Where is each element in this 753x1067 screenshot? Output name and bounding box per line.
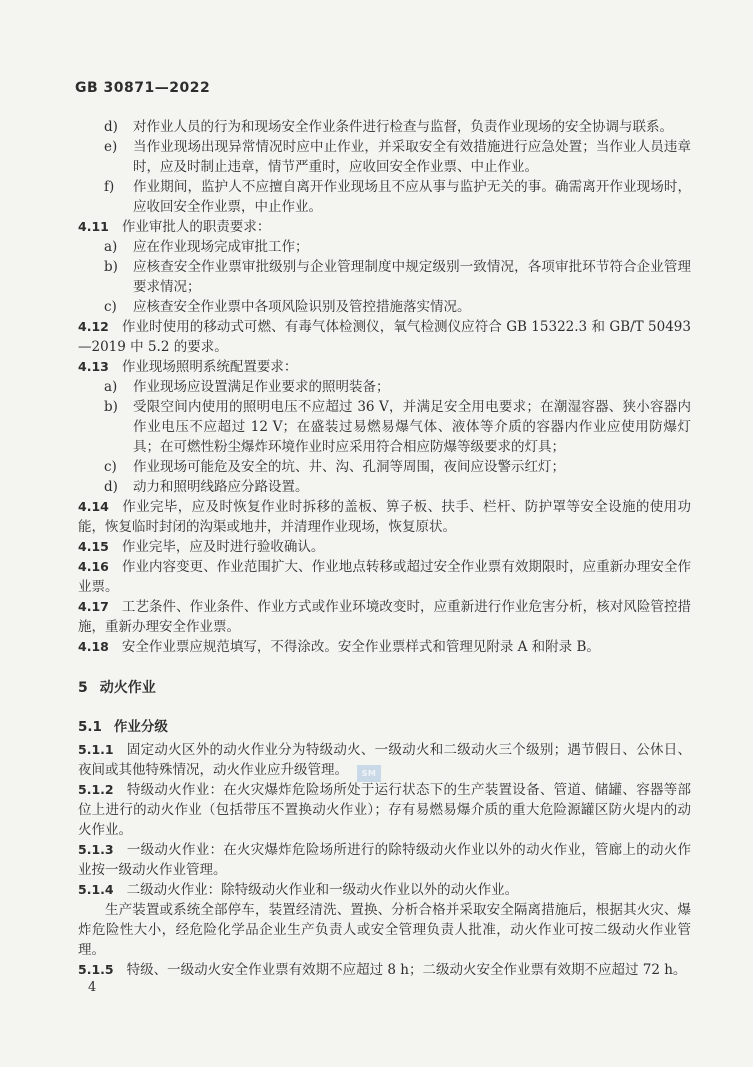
clause	[78, 840, 691, 880]
list-item	[78, 137, 691, 177]
list-item	[78, 477, 691, 497]
item-text: 当作业现场出现异常情况时应中止作业，并采取安全有效措施进行应急处置；当作业人员违章时，应及时制止违章，情节严重时，应收回安全作业票、中止作业。	[133, 139, 691, 175]
item-text: 应核查安全作业票中各项风险识别及管控措施落实情况。	[133, 299, 471, 315]
list-item	[78, 457, 691, 477]
clause	[78, 357, 691, 377]
list-item	[78, 177, 691, 217]
item-marker: 4.17	[78, 599, 109, 614]
item-text: 固定动火区外的动火作业分为特级动火、一级动火和二级动火三个级别；遇节假日、公休日、夜间或其他特殊情况，动火作业应升级管理。	[78, 742, 691, 778]
list-item	[78, 377, 691, 397]
item-marker: 4.15	[78, 539, 109, 554]
paragraph	[78, 900, 691, 960]
list-item	[78, 257, 691, 297]
list-item	[78, 117, 691, 137]
item-marker: d)	[104, 119, 118, 135]
clause	[78, 960, 691, 980]
item-text: 对作业人员的行为和现场安全作业条件进行检查与监督，负责作业现场的安全协调与联系。	[133, 119, 673, 135]
item-marker: f)	[104, 179, 115, 195]
item-text: 作业完毕，应及时进行验收确认。	[121, 539, 325, 555]
item-marker: 5.1.3	[78, 842, 114, 857]
clause	[78, 497, 691, 537]
clause	[78, 597, 691, 637]
item-text: 动力和照明线路应分路设置。	[133, 479, 309, 495]
item-text: 工艺条件、作业条件、作业方式或作业环境改变时，应重新进行作业危害分析，核对风险管控措施，重新办理安全作业票。	[78, 599, 691, 635]
item-text: 作业现场应设置满足作业要求的照明装备；	[133, 379, 390, 395]
section-heading	[78, 678, 691, 698]
item-marker: a)	[104, 379, 118, 395]
item-text: 作业时使用的移动式可燃、有毒气体检测仪，氧气检测仪应符合 GB 15322.3 和 GB/T 50493—2019 中 5.2 的要求。	[78, 319, 691, 355]
page-number: 4	[88, 980, 97, 995]
item-text: 受限空间内使用的照明电压不应超过 36 V，并满足安全用电要求；在潮湿容器、狭小容器内作业电压不应超过 12 V；在盛装过易燃易爆气体、液体等介质的容器内作业应使用防爆灯具；在可燃性粉尘爆炸环境作业时应采用符合相应防爆等级要求的灯具；	[133, 399, 691, 455]
item-marker: d)	[104, 479, 118, 495]
item-text: 特级动火作业：在火灾爆炸危险场所处于运行状态下的生产装置设备、管道、储罐、容器等部位上进行的动火作业（包括带压不置换动火作业）；存有易燃易爆介质的重大危险源罐区防火堤内的动火作业。	[78, 782, 691, 838]
item-marker: a)	[104, 239, 118, 255]
list-item	[78, 297, 691, 317]
item-text: 作业内容变更、作业范围扩大、作业地点转移或超过安全作业票有效期限时，应重新办理安全作业票。	[78, 559, 691, 595]
item-text: 作业分级	[113, 719, 168, 735]
clause	[78, 317, 691, 357]
item-text: 安全作业票应规范填写，不得涂改。安全作业票样式和管理见附录 A 和附录 B。	[121, 639, 600, 655]
item-marker: e)	[104, 139, 118, 155]
item-marker: 5.1.1	[78, 742, 114, 757]
item-marker: 5	[78, 680, 88, 696]
item-marker: b)	[104, 259, 118, 275]
clause	[78, 740, 691, 780]
clause	[78, 637, 691, 657]
item-marker: 5.1.4	[78, 882, 114, 897]
item-marker: 4.12	[78, 319, 109, 334]
item-marker: 4.14	[78, 499, 109, 514]
item-text: 生产装置或系统全部停车，装置经清洗、置换、分析合格并采取安全隔离措施后，根据其火灾、爆炸危险性大小，经危险化学品企业生产负责人或安全管理负责人批准，动火作业可按二级动火作业管理。	[78, 902, 691, 958]
item-text: 应核查安全作业票审批级别与企业管理制度中规定级别一致情况，各项审批环节符合企业管理要求情况；	[133, 259, 691, 295]
item-marker: 4.11	[78, 219, 109, 234]
document-body	[78, 117, 691, 980]
item-text: 特级、一级动火安全作业票有效期不应超过 8 h；二级动火安全作业票有效期不应超过 72 h。	[126, 962, 687, 978]
clause	[78, 780, 691, 840]
stamp-watermark: SM	[357, 765, 381, 782]
document-header: GB 30871—2022	[75, 80, 211, 96]
item-marker: 5.1.2	[78, 782, 114, 797]
item-text: 作业审批人的职责要求：	[121, 219, 271, 235]
item-text: 作业现场可能危及安全的坑、井、沟、孔洞等周围，夜间应设警示红灯；	[133, 459, 565, 475]
item-text: 一级动火作业：在火灾爆炸危险场所进行的除特级动火作业以外的动火作业，管廊上的动火作业按一级动火作业管理。	[78, 842, 691, 878]
item-marker: c)	[104, 459, 117, 475]
list-item	[78, 397, 691, 457]
item-marker: 5.1.5	[78, 962, 114, 977]
item-text: 作业完毕，应及时恢复作业时拆移的盖板、箅子板、扶手、栏杆、防护罩等安全设施的使用功能，恢复临时封闭的沟渠或地井，并清理作业现场，恢复原状。	[78, 499, 691, 535]
item-marker: 4.13	[78, 359, 109, 374]
item-text: 作业现场照明系统配置要求：	[121, 359, 298, 375]
item-text: 应在作业现场完成审批工作；	[133, 239, 309, 255]
item-marker: 5.1	[78, 719, 102, 735]
clause	[78, 217, 691, 237]
clause	[78, 880, 691, 900]
clause	[78, 557, 691, 597]
item-marker: 4.18	[78, 639, 109, 654]
item-text: 动火作业	[99, 680, 156, 696]
item-marker: 4.16	[78, 559, 109, 574]
item-marker: c)	[104, 299, 117, 315]
list-item	[78, 237, 691, 257]
item-text: 二级动火作业：除特级动火作业和一级动火作业以外的动火作业。	[126, 882, 519, 898]
item-marker: b)	[104, 399, 118, 415]
item-text: 作业期间，监护人不应擅自离开作业现场且不应从事与监护无关的事。确需离开作业现场时，应收回安全作业票，中止作业。	[133, 179, 691, 215]
clause	[78, 537, 691, 557]
subsection-heading	[78, 717, 691, 737]
